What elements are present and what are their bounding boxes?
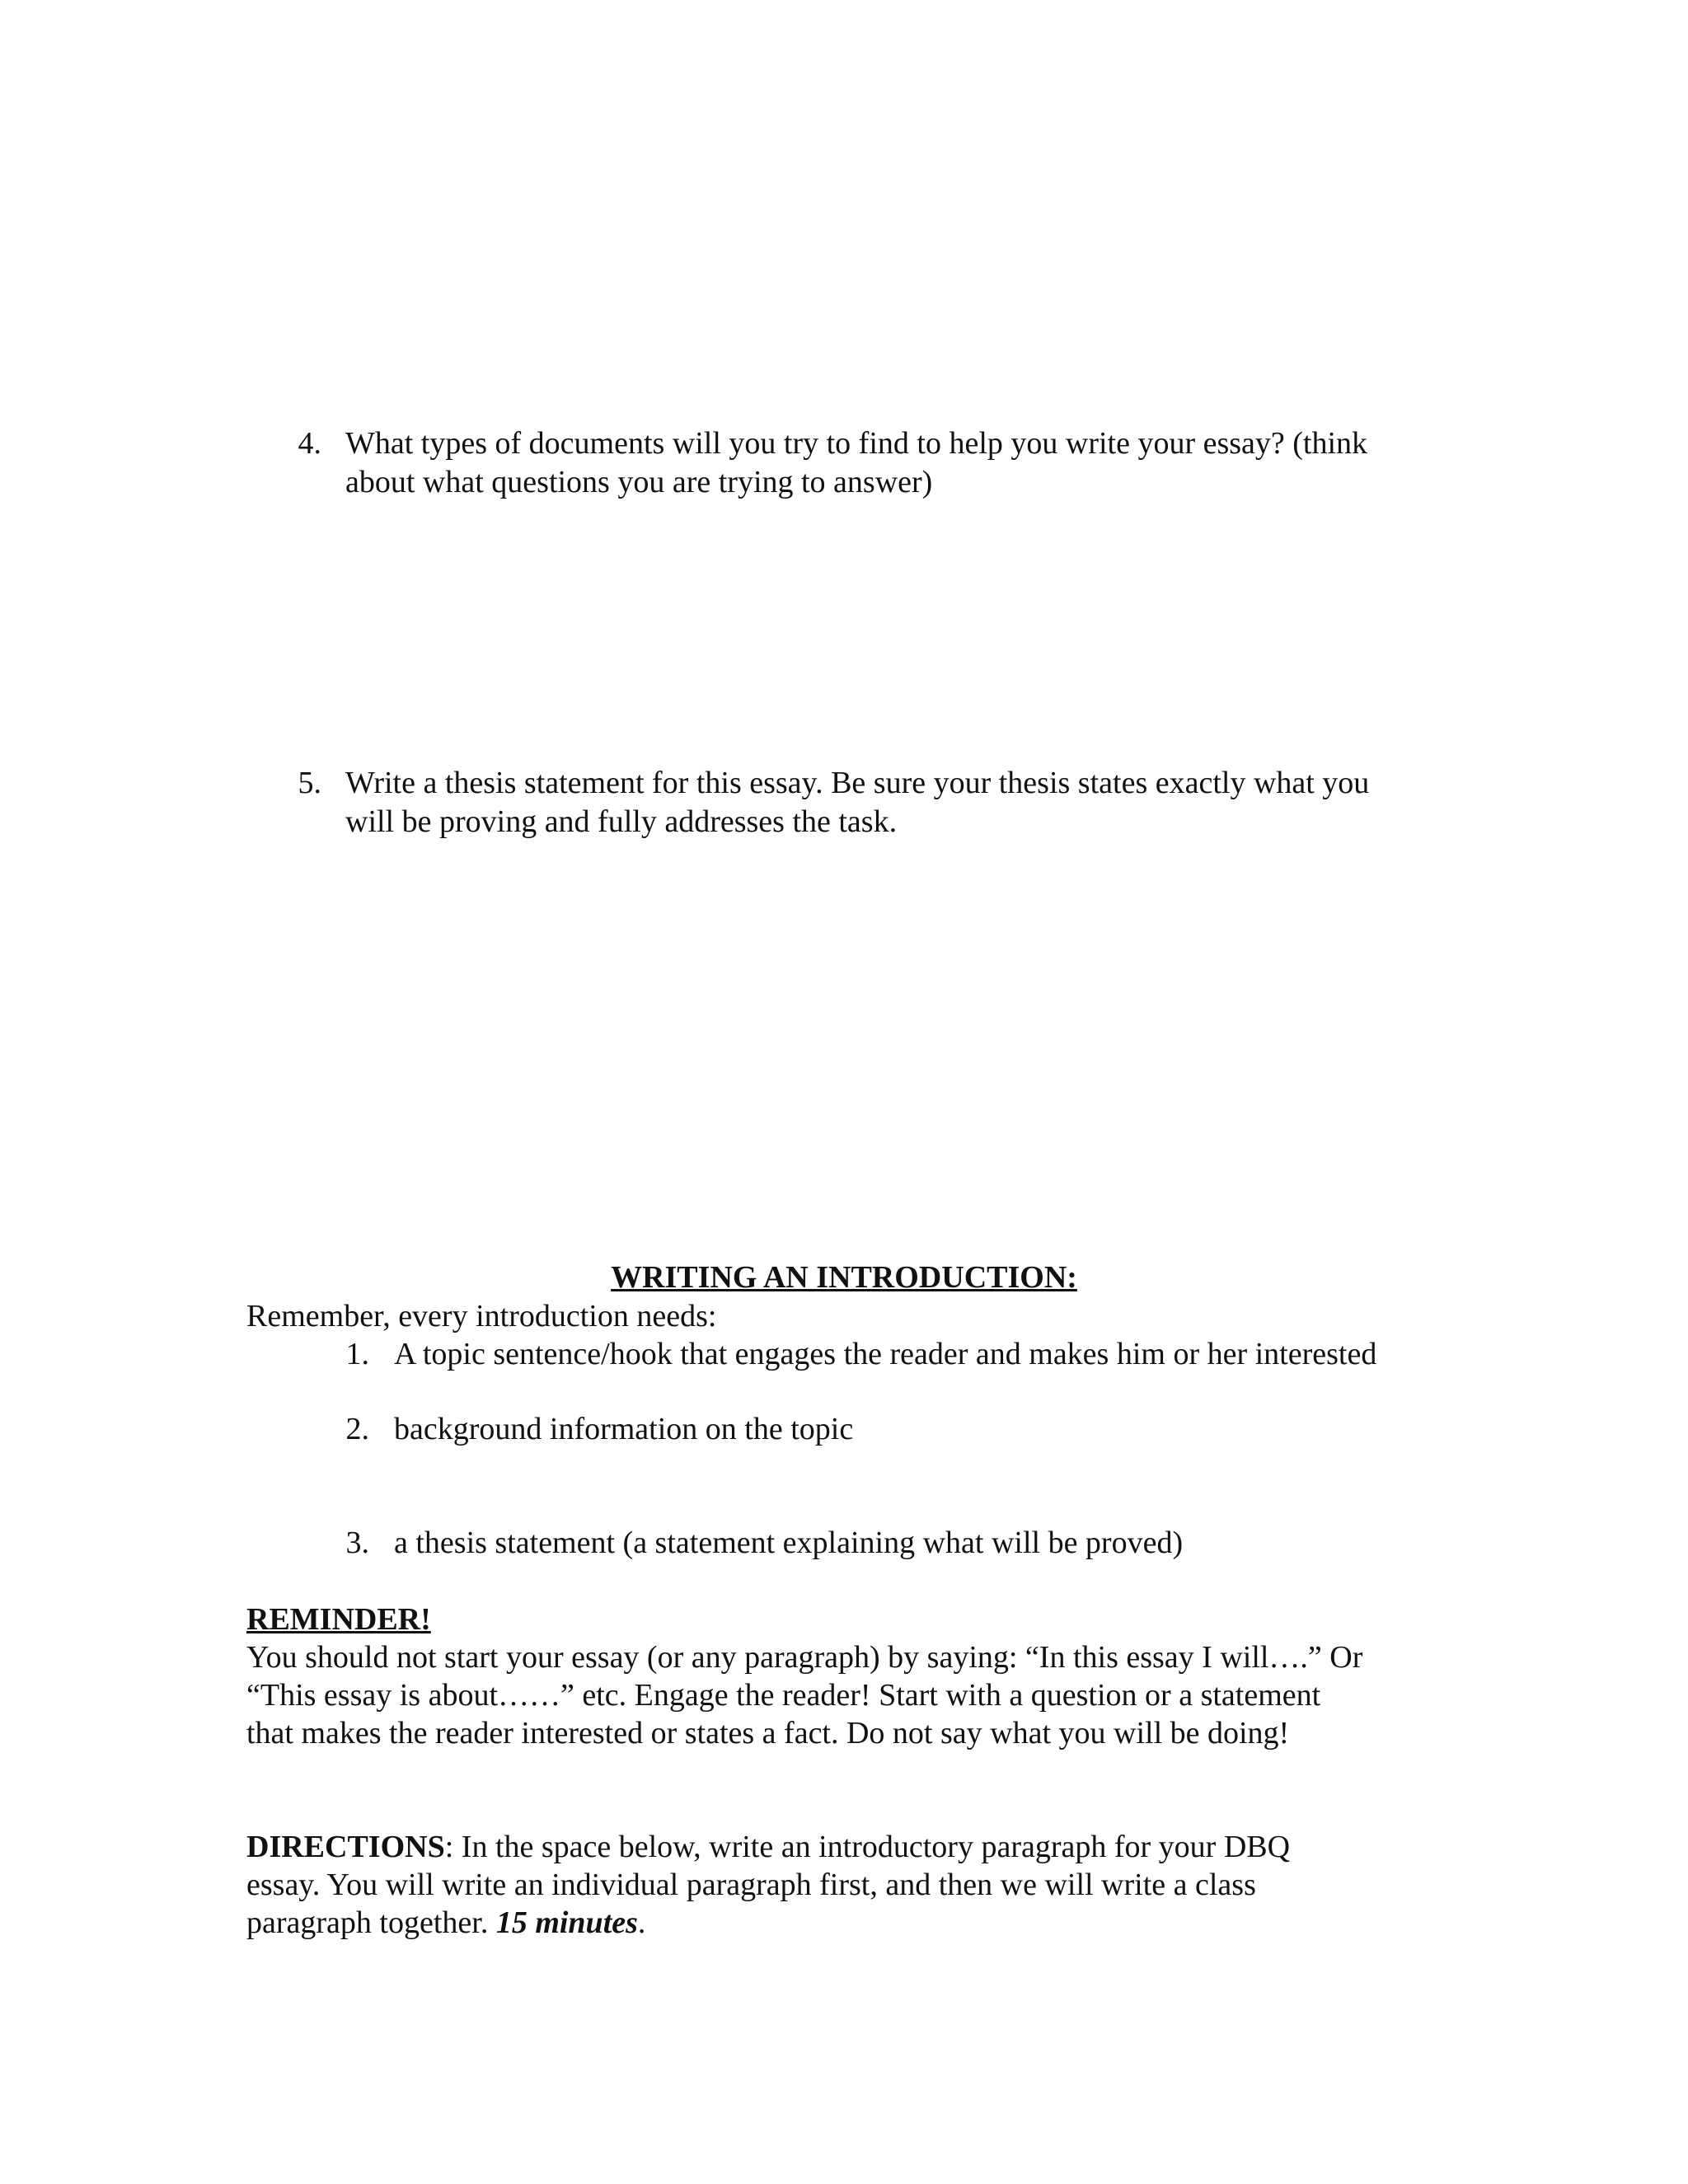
intro-item-1-number: 1.: [345, 1337, 369, 1371]
directions-line-3-end: .: [637, 1905, 646, 1940]
directions-line-1-rest: : In the space below, write an introductory paragraph for your DBQ: [444, 1830, 1291, 1864]
intro-item-3-number: 3.: [345, 1526, 369, 1560]
directions-line-1: [246, 1828, 1290, 1867]
reminder-line-1: You should not start your essay (or any paragraph) by saying: “In this essay I will….” Or: [246, 1640, 1363, 1675]
question-5-text-line-1: Write a thesis statement for this essay. Be sure your thesis states exactly what you: [345, 766, 1370, 800]
intro-item-3-text: a thesis statement (a statement explaining what will be proved): [394, 1526, 1184, 1560]
question-4-text-line-1: What types of documents will you try to find to help you write your essay? (think: [345, 426, 1368, 461]
reminder-line-2: “This essay is about……” etc. Engage the reader! Start with a question or a statement: [246, 1678, 1321, 1713]
introduction-lead: Remember, every introduction needs:: [246, 1299, 717, 1333]
directions-line-2: essay. You will write an individual paragraph first, and then we will write a class: [246, 1868, 1256, 1902]
directions-line-3-start: paragraph together.: [246, 1905, 496, 1940]
directions-label: DIRECTIONS: [246, 1830, 445, 1864]
question-4-text-line-2: about what questions you are trying to answer): [345, 465, 933, 499]
directions-line-3: [246, 1904, 645, 1943]
introduction-heading: WRITING AN INTRODUCTION:: [611, 1260, 1077, 1295]
intro-item-1-text: A topic sentence/hook that engages the reader and makes him or her interested: [394, 1337, 1377, 1371]
directions-time: 15 minutes: [495, 1905, 638, 1940]
question-5-number: 5.: [298, 766, 321, 800]
reminder-title: REMINDER!: [246, 1602, 431, 1637]
reminder-line-3: that makes the reader interested or states a fact. Do not say what you will be doing!: [246, 1716, 1290, 1750]
intro-item-2-number: 2.: [345, 1412, 369, 1446]
question-5-text-line-2: will be proving and fully addresses the task.: [345, 804, 898, 839]
question-4-number: 4.: [298, 426, 321, 461]
intro-item-2-text: background information on the topic: [394, 1412, 854, 1446]
